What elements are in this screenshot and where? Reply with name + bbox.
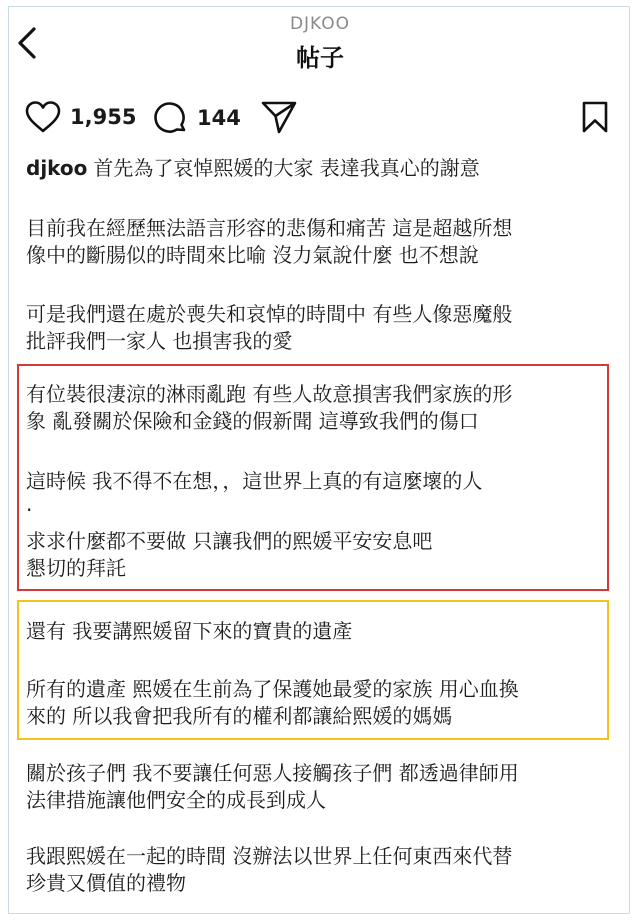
caption-paragraph: 我跟熙媛在一起的時間 沒辦法以世界上任何東西來代替 珍貴又價值的禮物 xyxy=(26,844,513,895)
share-button[interactable] xyxy=(260,99,298,135)
post-owner-username: DJKOO xyxy=(289,14,351,34)
heart-icon[interactable] xyxy=(24,100,62,134)
caption-first-line xyxy=(26,155,480,182)
page-title: 帖子 xyxy=(296,44,344,72)
bookmark-button[interactable] xyxy=(580,100,610,134)
caption-paragraph: 所有的遺產 熙媛在生前為了保護她最愛的家族 用心血換 來的 所以我會把我所有的權利都讓給熙媛的媽媽 xyxy=(26,677,519,728)
caption-dot: . xyxy=(26,492,33,516)
like-action[interactable] xyxy=(24,100,136,134)
caption-paragraph: 目前我在經歷無法語言形容的悲傷和痛苦 這是超越所想 像中的斷腸似的時間來比喻 沒力氣說什麼 也不想說 xyxy=(26,216,513,267)
post-actions-bar xyxy=(0,96,640,142)
comment-icon[interactable] xyxy=(153,100,189,136)
comment-count: 144 xyxy=(197,106,241,130)
caption-paragraph: 還有 我要講熙媛留下來的寶貴的遺產 xyxy=(26,619,353,643)
caption-paragraph: 可是我們還在處於喪失和哀悼的時間中 有些人像惡魔般 批評我們一家人 也損害我的愛 xyxy=(26,302,513,353)
caption-paragraph: 求求什麼都不要做 只讓我們的熙媛平安安息吧 懇切的拜託 xyxy=(26,529,433,580)
caption-paragraph: 關於孩子們 我不要讓任何惡人接觸孩子們 都透過律師用 法律措施讓他們安全的成長到成人 xyxy=(26,761,519,812)
top-bar xyxy=(0,0,640,90)
comment-action[interactable] xyxy=(153,100,241,136)
caption-username[interactable]: djkoo xyxy=(26,156,88,180)
like-count: 1,955 xyxy=(70,105,137,129)
send-icon[interactable] xyxy=(260,99,298,135)
caption-intro: 首先為了哀悼熙媛的大家 表達我真心的謝意 xyxy=(93,156,480,180)
bookmark-icon[interactable] xyxy=(580,100,610,134)
caption-paragraph: 有位裝很淒涼的淋雨亂跑 有些人故意損害我們家族的形 象 亂發關於保險和金錢的假新聞 這導致我們的傷口 xyxy=(26,382,513,433)
caption-paragraph: 這時候 我不得不在想，，這世界上真的有這麼壞的人 xyxy=(26,469,483,493)
